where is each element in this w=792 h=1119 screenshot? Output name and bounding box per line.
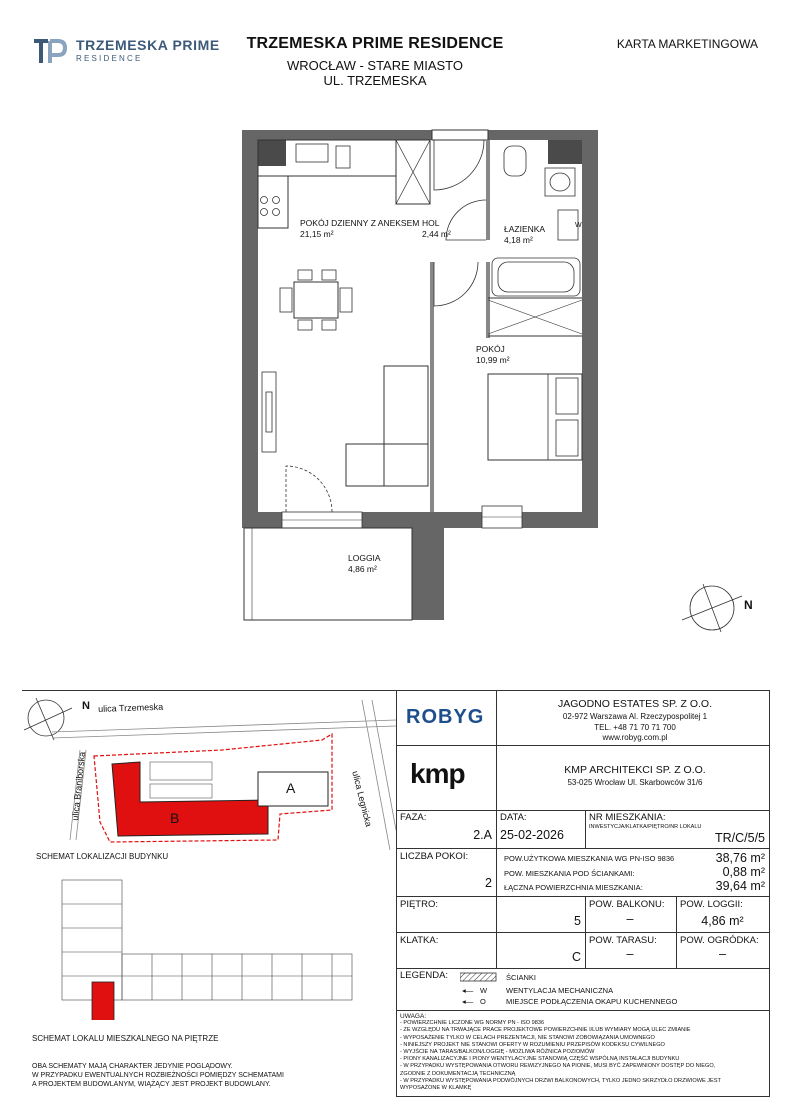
room-living-name: POKÓJ DZIENNY Z ANEKSEM bbox=[300, 218, 420, 228]
location-line2: UL. TRZEMESKA bbox=[323, 73, 427, 88]
nr-sub: INWESTYCJA/KLATKA/PIĘTRO/NR LOKALU bbox=[589, 824, 702, 830]
area3-value: 39,64 m² bbox=[715, 879, 765, 893]
faza-label: FAZA: bbox=[400, 812, 427, 823]
room-bed-area: 10,99 m² bbox=[476, 355, 510, 365]
legend-hood-arrow: ◂— bbox=[462, 997, 474, 1006]
pokoje-label: LICZBA POKOI: bbox=[400, 851, 469, 862]
pietro-value: 5 bbox=[574, 914, 581, 928]
legend-hood-symbol: O bbox=[480, 997, 486, 1006]
area1-label: POW.UŻYTKOWA MIESZKANIA WG PN-ISO 9836 bbox=[504, 854, 675, 863]
area2-value: 0,88 m² bbox=[722, 865, 765, 879]
legend-walls: ŚCIANKI bbox=[506, 973, 537, 982]
compass-north-label: N bbox=[744, 598, 753, 612]
room-bed-name: POKÓJ bbox=[476, 344, 505, 354]
kmp-logo: kmp bbox=[410, 758, 465, 789]
room-bath-area: 4,18 m² bbox=[504, 235, 533, 245]
street-braniborska: ulica Braniborska bbox=[70, 751, 88, 822]
data-value: 25-02-2026 bbox=[500, 828, 564, 842]
legend-vent-arrow: ◂— bbox=[462, 986, 474, 995]
nr-value: TR/C/5/5 bbox=[714, 831, 765, 845]
room-loggia-name: LOGGIA bbox=[348, 553, 381, 563]
area1-value: 38,76 m² bbox=[715, 851, 765, 865]
brand-sub: RESIDENCE bbox=[76, 54, 143, 63]
balkon-value: – bbox=[626, 912, 634, 926]
brand-name: TRZEMESKA PRIME bbox=[76, 37, 220, 53]
balkon-label: POW. BALKONU: bbox=[589, 899, 665, 910]
caption-location: SCHEMAT LOKALIZACJI BUDYNKU bbox=[36, 852, 169, 861]
architect-address: 53-025 Wrocław Ul. Skarbowców 31/6 bbox=[567, 778, 703, 787]
architect-name: KMP ARCHITEKCI SP. Z O.O. bbox=[564, 764, 706, 776]
room-loggia-area: 4,86 m² bbox=[348, 564, 377, 574]
bath-vent-symbol: W bbox=[575, 222, 582, 229]
room-hall-area: 2,44 m² bbox=[422, 229, 451, 239]
location-line1: WROCŁAW - STARE MIASTO bbox=[287, 58, 463, 73]
klatka-label: KLATKA: bbox=[400, 935, 439, 946]
pokoje-value: 2 bbox=[485, 876, 492, 890]
site-compass-north: N bbox=[82, 700, 90, 712]
building-a-label: A bbox=[286, 780, 296, 796]
developer-web: www.robyg.com.pl bbox=[602, 733, 668, 742]
data-label: DATA: bbox=[500, 812, 527, 823]
room-hall-name: HOL bbox=[422, 218, 440, 228]
street-legnicka: ulica Legnicka bbox=[350, 770, 374, 828]
robyg-logo: ROBYG bbox=[406, 706, 485, 728]
disclaimer: OBA SCHEMATY MAJĄ CHARAKTER JEDYNIE POGLĄDOWY. W PRZYPADKU EWENTUALNYCH ROZBIEŻNOŚCI POMIĘDZY SCHEMATAMI A PROJEKTEM BUDOWLANYM, WIĄŻĄCY JEST PROJEKT BUDOWLANY. bbox=[32, 1063, 284, 1088]
caption-floor: SCHEMAT LOKALU MIESZKALNEGO NA PIĘTRZE bbox=[32, 1034, 219, 1043]
room-living-area: 21,15 m² bbox=[300, 229, 334, 239]
building-b-label: B bbox=[170, 810, 180, 826]
loggia-label: POW. LOGGII: bbox=[680, 899, 743, 910]
taras-value: – bbox=[626, 947, 634, 961]
nr-label: NR MIESZKANIA: bbox=[589, 812, 666, 823]
notes: UWAGA: - POWIERZCHNIE LICZONE WG NORMY PN - ISO 9836 - ZE WZGLĘDU NA TRWAJĄCE PRACE PROJEKTOWE POWIERZCHNIE I/LUB WYMIARY MOGĄ ULEC ZMIANIE - WYPOSAŻENIE TYLKO W CELACH PREZENTACJI, NIE STANOWI ZOBOWIĄZANIA UMOWNEGO - NINIEJSZY PROJEKT NIE STANOWI OFERTY W ROZUMIENIU PRZEPISÓW KODEKSU CYWILNEGO - WYJŚCIE NA TARAS/BALKON/LOGGIĘ - MOŻLIWA RÓŻNICA POZIOMÓW - PIONY KANALIZACYJNE I PIONY WENTYLACYJNE STANOWIĄ CZĘŚĆ WSPÓLNĄ INSTALACJI BUDYNKU - W PRZYPADKU WYSTĘPOWANIA OTWORU REWIZYJNEGO NA PIONIE, MUSI BYĆ ZAPEWNIONY DOSTĘP DO NIEGO, ZGODNIE Z DOKUMENTACJĄ TECHNICZNĄ - W PRZYPADKU WYSTĘPOWANIA PODWÓJNYCH DRZWI BALKONOWYCH, TYLKO JEDNO SKRZYDŁO DRZWIOWE JEST WYPOSAŻONE W KLAMKĘ bbox=[400, 1013, 721, 1092]
legend-vent: WENTYLACJA MECHANICZNA bbox=[506, 986, 614, 995]
document-type: KARTA MARKETINGOWA bbox=[616, 37, 758, 51]
room-bath-name: ŁAZIENKA bbox=[504, 224, 546, 234]
area2-label: POW. MIESZKANIA POD ŚCIANKAMI: bbox=[504, 869, 635, 878]
klatka-value: C bbox=[571, 950, 581, 964]
developer-phone: TEL. +48 71 70 71 700 bbox=[594, 723, 676, 732]
developer-address: 02-972 Warszawa Al. Rzeczypospolitej 1 bbox=[562, 712, 708, 721]
ogrodek-label: POW. OGRÓDKA: bbox=[680, 935, 759, 946]
legend-vent-symbol: W bbox=[480, 986, 488, 995]
legend-walls-swatch bbox=[460, 972, 500, 982]
developer-name: JAGODNO ESTATES SP. Z O.O. bbox=[557, 698, 713, 710]
area3-label: ŁĄCZNA POWIERZCHNIA MIESZKANIA: bbox=[504, 883, 643, 892]
page-title: TRZEMESKA PRIME RESIDENCE bbox=[246, 35, 504, 52]
legend-hood: MIEJSCE PODŁĄCZENIA OKAPU KUCHENNEGO bbox=[506, 997, 678, 1006]
street-trzemeska: ulica Trzemeska bbox=[98, 701, 164, 714]
legend-label: LEGENDA: bbox=[400, 970, 449, 981]
faza-value: 2.A bbox=[473, 828, 492, 842]
taras-label: POW. TARASU: bbox=[589, 935, 657, 946]
ogrodek-value: – bbox=[719, 947, 726, 961]
loggia-value: 4,86 m² bbox=[701, 914, 744, 928]
pietro-label: PIĘTRO: bbox=[400, 899, 439, 910]
